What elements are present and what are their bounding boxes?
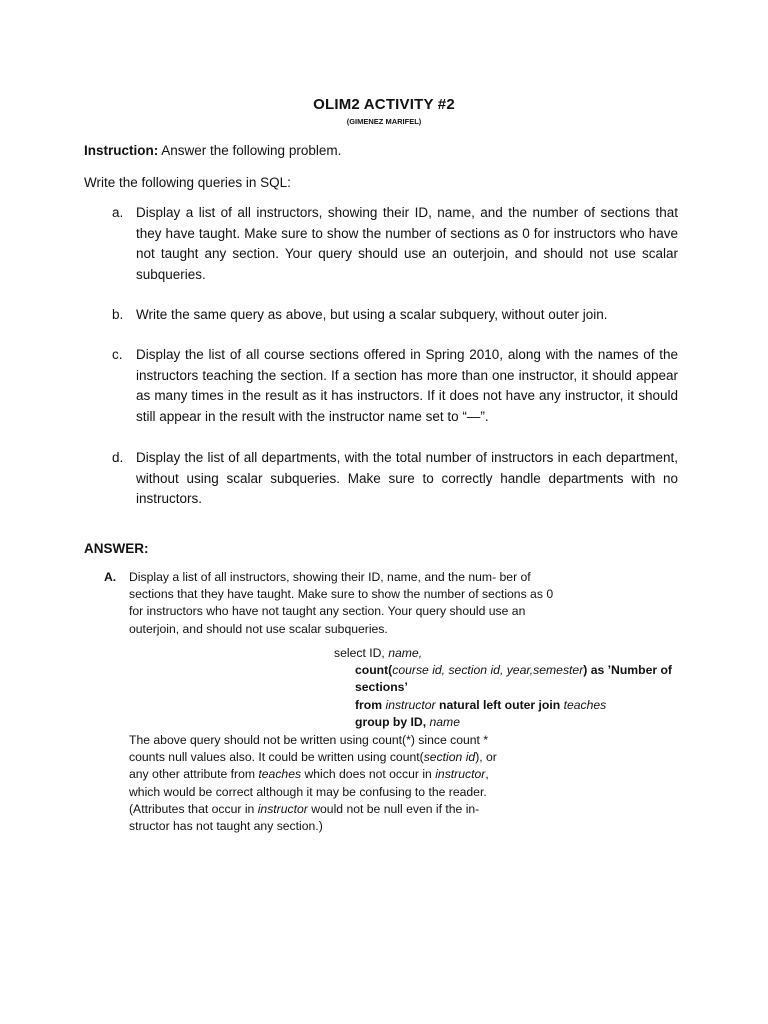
sql-italic: teaches	[560, 697, 607, 712]
question-d	[112, 448, 678, 510]
sql-text: ID,	[365, 646, 389, 660]
instruction-line	[84, 143, 341, 158]
author-name: (GIMENEZ MARIFEL)	[346, 117, 422, 126]
question-c	[112, 345, 678, 427]
restated-line: outerjoin, and should not use scalar subqueries.	[129, 621, 388, 636]
restated-line: Display a list of all instructors, showing their ID, name, and the num- ber of	[129, 570, 531, 584]
document-title: OLIM2 ACTIVITY #2	[313, 96, 455, 113]
instruction-text: Answer the following problem.	[158, 143, 342, 158]
question-text: Display a list of all instructors, showing their ID, name, and the number of sections that they have taught. Make sure to show the number of sections as 0 for instructors who have not taught any section. Your query should use an outerjoin, and should not use scalar subqueries.	[136, 205, 678, 282]
restated-line: for instructors who have not taught any section. Your query should use an	[129, 604, 526, 619]
sql-text: ID,	[407, 714, 430, 729]
note-italic: section id	[423, 750, 476, 765]
sql-keyword: from	[355, 697, 383, 712]
note-line: which would be correct although it may be confusing to the reader.	[129, 784, 487, 799]
answer-a	[104, 569, 564, 638]
question-letter: b.	[112, 307, 124, 322]
sql-italic: instructor	[382, 697, 436, 712]
note-italic: teaches	[258, 767, 302, 782]
note-text: ,	[485, 767, 489, 782]
note-text: would not be null even if the in-	[307, 801, 480, 816]
question-b	[112, 305, 678, 326]
sql-keyword: count(	[355, 663, 393, 678]
question-letter: a.	[112, 205, 124, 220]
note-text: (Attributes that occur in	[129, 801, 258, 816]
question-a	[112, 203, 678, 285]
note-italic: instructor	[435, 767, 486, 782]
note-line: The above query should not be written using count(*) since count *	[129, 733, 489, 747]
restated-line: sections that they have taught. Make sure to show the number of sections as 0	[129, 587, 554, 602]
answer-letter: A.	[104, 570, 117, 584]
intro-text: Write the following queries in SQL:	[84, 175, 291, 190]
instruction-label: Instruction:	[84, 143, 159, 158]
note-text: ), or	[475, 750, 497, 765]
sql-keyword: select	[334, 646, 366, 660]
sql-line	[334, 645, 694, 662]
sql-text: sections’	[355, 680, 408, 695]
sql-line	[334, 662, 694, 679]
question-text: Display the list of all departments, with the total number of instructors in each department, without using scalar subqueries. Make sure to correctly handle departments with no instructors.	[136, 450, 678, 506]
question-letter: d.	[112, 450, 124, 465]
question-text: Write the same query as above, but using a scalar subquery, without outer join.	[136, 307, 608, 322]
note-text: counts null values also. It could be written using count(	[129, 750, 424, 765]
sql-line	[334, 679, 694, 696]
sql-italic: course id, section id, year,semester	[392, 663, 584, 678]
sql-italic: name,	[388, 646, 423, 660]
sql-italic: name	[429, 714, 460, 729]
sql-keyword: ) as	[583, 663, 605, 678]
sql-line	[334, 697, 694, 714]
note-text: which does not occur in	[301, 767, 436, 782]
note-italic: instructor	[257, 801, 308, 816]
question-letter: c.	[112, 347, 123, 362]
sql-keyword: natural left outer join	[435, 697, 561, 712]
note-text: any other attribute from	[129, 767, 259, 782]
sql-keyword: group by	[355, 714, 408, 729]
note-line	[129, 801, 529, 818]
sql-line	[334, 714, 694, 731]
sql-query-block	[334, 645, 694, 731]
question-text: Display the list of all course sections offered in Spring 2010, along with the names of the instructors teaching the section. If a section has more than one instructor, it should appear as many times in the result as it has instructors. If it does not have any instructor, it should still appear in the result with the instructor name set to “—”.	[136, 347, 678, 424]
note-line	[129, 749, 529, 766]
note-line	[129, 766, 529, 783]
answer-heading: ANSWER:	[84, 541, 149, 556]
sql-text: ’Number of	[604, 663, 672, 678]
answer-explanation	[129, 732, 529, 835]
answer-restated-question	[129, 569, 564, 638]
note-line: structor has not taught any section.)	[129, 819, 323, 834]
